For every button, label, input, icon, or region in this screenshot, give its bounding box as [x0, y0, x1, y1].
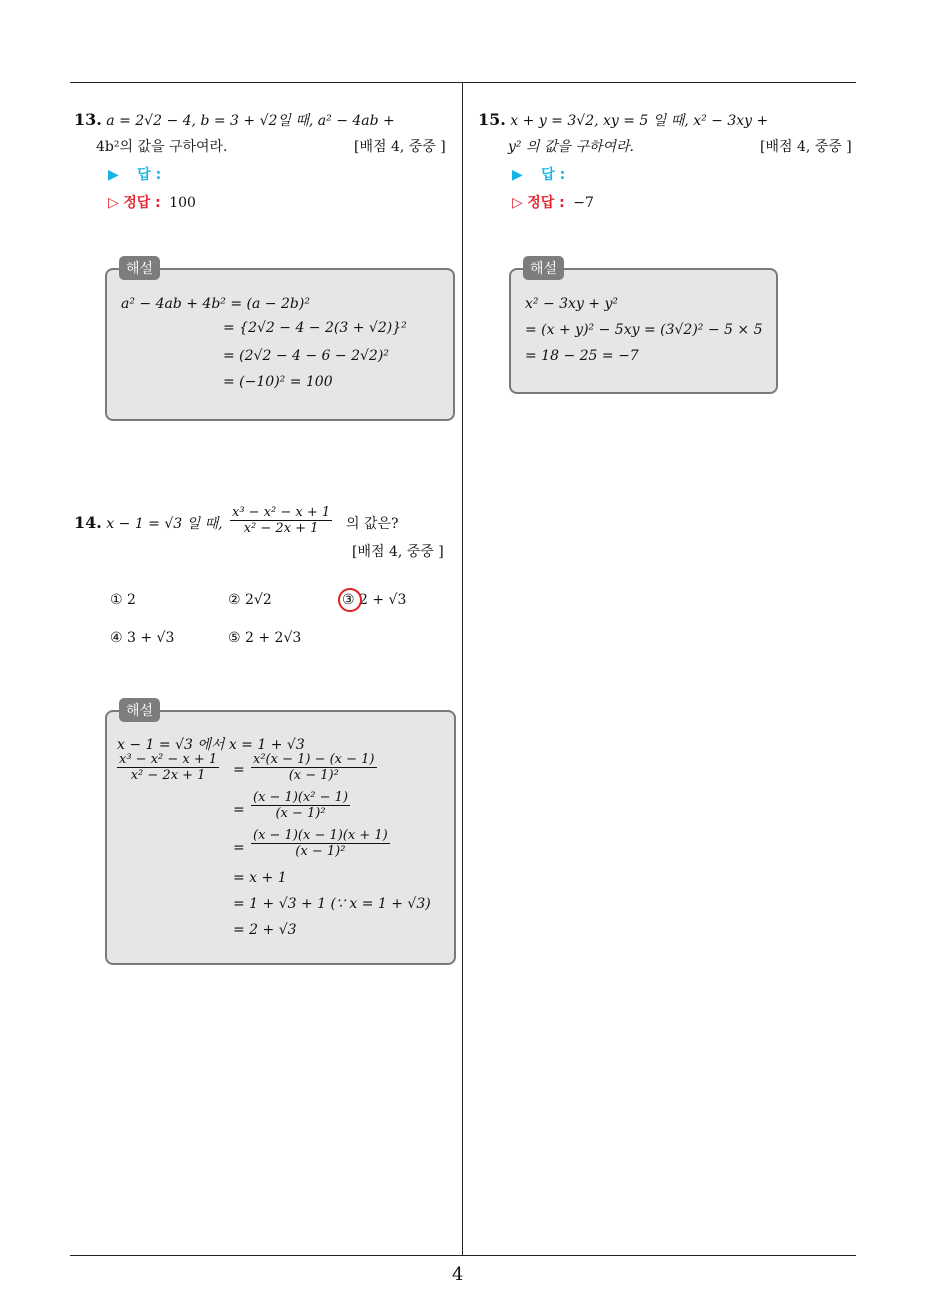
solution-step3	[251, 828, 390, 859]
solution-line: x² − 3xy + y²	[525, 296, 619, 312]
question-text-line1: x + y = 3√2, xy = 5 일 때, x² − 3xy +	[510, 113, 769, 129]
solution-line: = (−10)² = 100	[223, 374, 333, 390]
solution-line: = (x + y)² − 5xy = (3√2)² − 5 × 5	[525, 322, 763, 338]
correct-answer-value: −7	[573, 195, 594, 211]
solution-box-14	[105, 703, 456, 965]
solution-line: = (2√2 − 4 − 6 − 2√2)²	[223, 348, 389, 364]
answer-row	[512, 164, 565, 184]
solution-box-15	[509, 261, 778, 394]
question-meta: [배점 4, 중중 ]	[760, 139, 852, 155]
solution-line: = 18 − 25 = −7	[525, 348, 639, 364]
fraction-denominator: (x − 1)²	[295, 844, 346, 859]
bottom-rule	[70, 1255, 856, 1256]
solution-line: = 1 + √3 + 1 (∵ x = 1 + √3)	[233, 896, 431, 912]
choice-1[interactable]: ① 2	[110, 592, 136, 608]
answer-arrow-icon: ▶	[512, 167, 523, 183]
question-fraction	[230, 505, 332, 536]
question-number: 14.	[74, 513, 102, 532]
choice-5[interactable]: ⑤ 2 + 2√3	[228, 630, 302, 646]
solution-tag: 해설	[119, 256, 160, 280]
correct-answer-row	[108, 192, 196, 212]
choice-3[interactable]: ③ 2 + √3	[342, 592, 407, 608]
correct-arrow-icon: ▷	[108, 195, 119, 211]
solution-tag: 해설	[523, 256, 564, 280]
solution-box-13	[105, 261, 455, 421]
correct-arrow-icon: ▷	[512, 195, 523, 211]
equals-sign: =	[233, 802, 245, 818]
column-divider	[462, 82, 463, 1256]
equals-sign: =	[233, 762, 245, 778]
solution-line: a² − 4ab + 4b² = (a − 2b)²	[121, 296, 310, 312]
fraction-numerator: x³ − x² − x + 1	[119, 752, 218, 767]
question-text-post: 의 값은?	[346, 516, 399, 532]
solution-step2	[251, 790, 350, 821]
selected-choice-circle-icon	[338, 588, 362, 612]
question-14	[74, 505, 456, 565]
fraction-denominator: (x − 1)²	[275, 806, 326, 821]
question-number: 15.	[478, 110, 506, 129]
fraction-numerator: (x − 1)(x² − 1)	[253, 790, 349, 805]
correct-label: 정답 :	[123, 195, 161, 211]
question-text-line2: y² 의 값을 구하여라.	[508, 139, 634, 155]
answer-label: 답 :	[541, 167, 566, 183]
question-meta: [배점 4, 중중 ]	[354, 139, 446, 155]
correct-label: 정답 :	[527, 195, 565, 211]
choice-2[interactable]: ② 2√2	[228, 592, 272, 608]
question-text-line1: a = 2√2 − 4, b = 3 + √2일 때, a² − 4ab +	[106, 113, 395, 129]
solution-step1	[251, 752, 377, 783]
answer-row	[108, 164, 161, 184]
fraction-denominator: x² − 2x + 1	[130, 768, 206, 783]
question-meta: [배점 4, 중중 ]	[352, 544, 444, 560]
solution-line: = 2 + √3	[233, 922, 297, 938]
fraction-numerator: x³ − x² − x + 1	[232, 505, 331, 520]
equals-sign: =	[233, 840, 245, 856]
fraction-numerator: (x − 1)(x − 1)(x + 1)	[253, 828, 388, 843]
question-text-pre: x − 1 = √3 일 때,	[106, 516, 223, 532]
solution-line: = x + 1	[233, 870, 287, 886]
correct-answer-value: 100	[169, 195, 196, 211]
fraction-numerator: x²(x − 1) − (x − 1)	[253, 752, 375, 767]
top-rule	[70, 82, 856, 83]
solution-lhs-fraction	[117, 752, 219, 783]
answer-arrow-icon: ▶	[108, 167, 119, 183]
question-text-line2: 4b²의 값을 구하여라.	[96, 139, 228, 155]
answer-label: 답 :	[137, 167, 162, 183]
correct-answer-row	[512, 192, 594, 212]
page-number: 4	[452, 1264, 464, 1285]
question-number: 13.	[74, 110, 102, 129]
choice-4[interactable]: ④ 3 + √3	[110, 630, 175, 646]
solution-line: = {2√2 − 4 − 2(3 + √2)}²	[223, 320, 407, 336]
fraction-denominator: (x − 1)²	[288, 768, 339, 783]
fraction-denominator: x² − 2x + 1	[243, 521, 319, 536]
solution-line: x − 1 = √3 에서 x = 1 + √3	[117, 737, 305, 753]
solution-tag: 해설	[119, 698, 160, 722]
